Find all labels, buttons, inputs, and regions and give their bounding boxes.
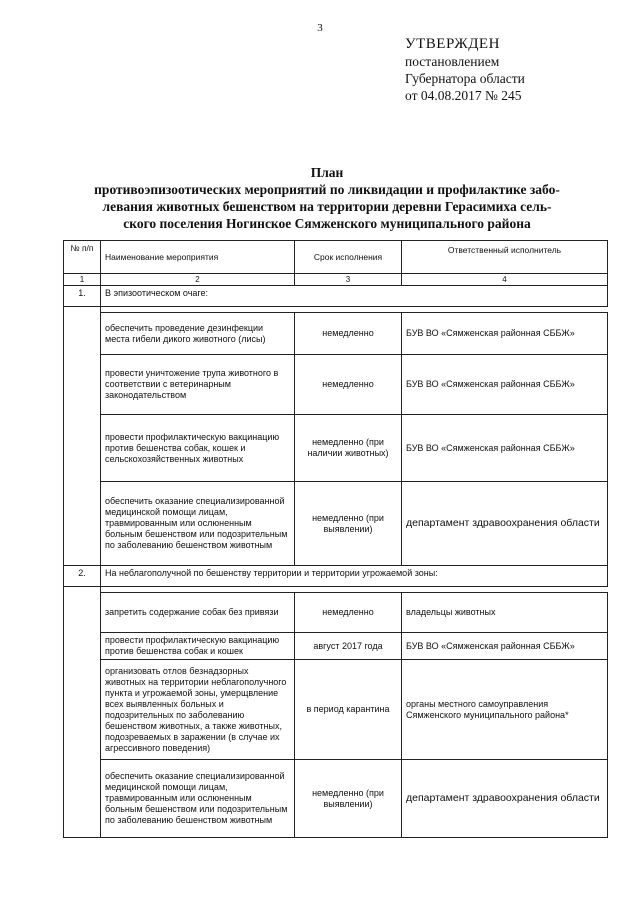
- approval-line-1: постановлением: [405, 54, 500, 69]
- title-line-1: План: [310, 165, 344, 180]
- table-row: [64, 482, 608, 566]
- table-row: [64, 313, 608, 355]
- row-term: немедленно (при выявлении): [295, 760, 402, 838]
- col-number: 1: [64, 274, 101, 286]
- row-name: провести уничтожение трупа животного в соответствии с ветеринарным законодательством: [101, 355, 295, 415]
- row-resp: органы местного самоуправления Сямженского муниципального района*: [402, 660, 608, 760]
- section-num: 1.: [64, 286, 101, 307]
- col-number: 4: [402, 274, 608, 286]
- table-row: [64, 633, 608, 660]
- section-row: [64, 286, 608, 307]
- row-term: в период карантина: [295, 660, 402, 760]
- table-row: [64, 415, 608, 482]
- row-resp: БУВ ВО «Сямженская районная СББЖ»: [402, 415, 608, 482]
- section-row: [64, 566, 608, 587]
- section-num: 2.: [64, 566, 101, 587]
- header-name: Наименование мероприятия: [101, 241, 295, 274]
- row-term: немедленно: [295, 313, 402, 355]
- row-resp: БУВ ВО «Сямженская районная СББЖ»: [402, 633, 608, 660]
- row-term: немедленно: [295, 593, 402, 633]
- row-resp: БУВ ВО «Сямженская районная СББЖ»: [402, 355, 608, 415]
- row-resp: владельцы животных: [402, 593, 608, 633]
- approval-head: УТВЕРЖДЕН: [405, 36, 500, 52]
- table-row: [64, 355, 608, 415]
- table-row: [64, 660, 608, 760]
- title-line-4: ского поселения Ногинское Сямженского муниципального района: [123, 216, 531, 231]
- row-term: немедленно (при выявлении): [295, 482, 402, 566]
- row-name: обеспечить оказание специализированной медицинской помощи лицам, травмированным или ослюненным больным бешенством или подозрительным по заболеванию бешенством животным: [101, 482, 295, 566]
- col-number: 2: [101, 274, 295, 286]
- header-term: Срок исполнения: [295, 241, 402, 274]
- table-row: [64, 593, 608, 633]
- col-number: 3: [295, 274, 402, 286]
- column-number-row: [64, 274, 608, 286]
- approval-line-3: от 04.08.2017 № 245: [405, 88, 522, 103]
- title-line-3: левания животных бешенством на территории деревни Герасимиха сель-: [102, 199, 552, 214]
- row-resp: департамент здравоохранения области: [402, 760, 608, 838]
- approval-line-2: Губернатора области: [405, 71, 525, 86]
- title-line-2: противоэпизоотических мероприятий по ликвидации и профилактике забо-: [94, 182, 560, 197]
- section-title: В эпизоотическом очаге:: [101, 286, 608, 307]
- row-term: август 2017 года: [295, 633, 402, 660]
- page-number: 3: [317, 22, 323, 34]
- row-name: организовать отлов безнадзорных животных на территории неблагополучного пункта и угрожаемой зоны, умерщвление всех выявленных больных и подозрительных по заболеванию бешенством животных, а также животных, подозреваемых в заражении (в случае их агрессивного поведения): [101, 660, 295, 760]
- row-name: обеспечить проведение дезинфекции места гибели дикого животного (лисы): [101, 313, 295, 355]
- row-name: провести профилактическую вакцинацию против бешенства собак и кошек: [101, 633, 295, 660]
- approval-stamp: [405, 36, 605, 104]
- row-term: немедленно (при наличии животных): [295, 415, 402, 482]
- row-name: запретить содержание собак без привязи: [101, 593, 295, 633]
- section-title: На неблагополучной по бешенству территории и территории угрожаемой зоны:: [101, 566, 608, 587]
- table-header-row: [64, 241, 608, 274]
- row-resp: департамент здравоохранения области: [402, 482, 608, 566]
- row-name: провести профилактическую вакцинацию против бешенства собак, кошек и сельскохозяйственных животных: [101, 415, 295, 482]
- header-num: № п/п: [64, 241, 101, 274]
- row-resp: БУВ ВО «Сямженская районная СББЖ»: [402, 313, 608, 355]
- row-term: немедленно: [295, 355, 402, 415]
- header-resp: Ответственный исполнитель: [402, 241, 608, 274]
- document-title: [62, 164, 592, 232]
- table-row: [64, 760, 608, 838]
- row-name: обеспечить оказание специализированной медицинской помощи лицам, травмированным или ослюненным больным бешенством или подозрительным по заболеванию бешенством животным: [101, 760, 295, 838]
- measures-table: [63, 240, 608, 838]
